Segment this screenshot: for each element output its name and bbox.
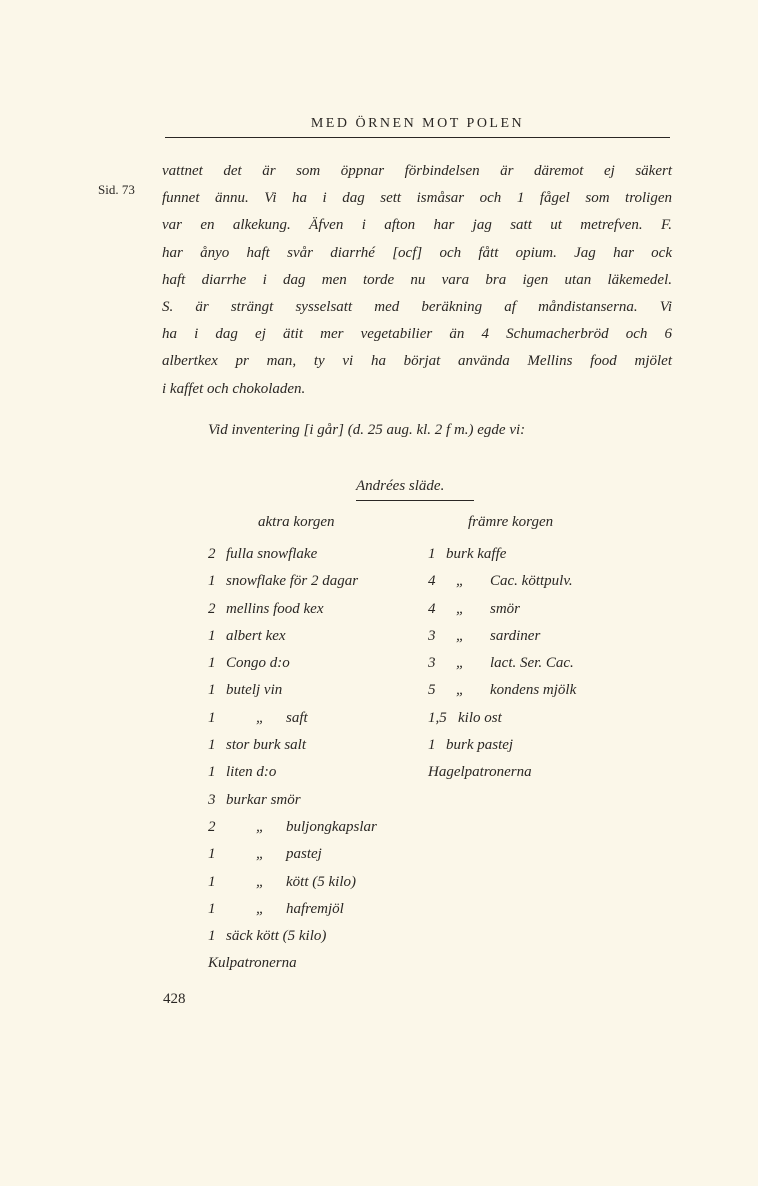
item-text: Kulpatronerna [208,955,297,972]
ditto-mark: „ [256,818,265,835]
body-line: vattnet det är som öppnar förbindelsen är däremot ej säkert [162,163,672,179]
item-count: 1 [208,709,216,726]
item-text: kondens mjölk [490,682,577,699]
item-count: 3 [428,655,436,672]
item-text: butelj vin [226,682,283,699]
item-text: Cac. köttpulv. [490,573,573,590]
ditto-mark: „ [256,873,265,890]
item-count: 1 [208,846,216,863]
item-count: 2 [208,546,216,562]
header-rule [165,137,670,138]
item-text: Hagelpatronerna [428,764,532,781]
item-text: kilo ost [458,709,502,726]
item-count: 1 [208,655,216,672]
sledge-title-underline [356,500,474,501]
item-text: snowflake för 2 dagar [226,573,359,590]
item-text: sardiner [490,627,541,644]
body-line: har ånyo haft svår diarrhé [ocf] och fått opium. Jag har ock [162,244,672,261]
ditto-mark: „ [256,900,265,917]
item-count: 3 [208,791,216,808]
body-line: haft diarrhe i dag men torde nu vara bra igen utan läkemedel. [162,271,672,288]
ditto-mark: „ [256,846,265,863]
item-count: 2 [208,600,216,617]
margin-note: Sid. 73 [98,182,135,197]
item-count: 1 [208,928,216,945]
ditto-mark: „ [456,600,465,617]
item-count: 1 [428,737,436,754]
item-text: stor burk salt [226,737,307,754]
inventory-intro: Vid inventering [i går] (d. 25 aug. kl. 2 f m.) egde vi: [208,422,526,438]
ditto-mark: „ [456,573,465,590]
item-text: liten d:o [226,764,277,781]
body-line: var en alkekung. Äfven i afton har jag satt ut metrefven. F. [162,217,672,234]
body-line: funnet ännu. Vi ha i dag sett ismåsar och 1 fågel som troligen [162,190,672,207]
item-count: 1 [208,900,216,917]
body-line: ha i dag ej ätit mer vegetabilier än 4 Schumacherbröd och 6 [162,326,672,343]
item-text: säck kött (5 kilo) [226,928,327,945]
running-title: MED ÖRNEN MOT POLEN [310,116,525,131]
item-text: albert kex [226,627,286,644]
item-count: 1 [208,873,216,890]
item-text: mellins food kex [226,600,324,617]
right-column-heading: främre korgen [468,514,554,530]
sledge-title: Andrées släde. [356,478,445,494]
item-count: 5 [428,682,436,699]
item-count: 2 [208,818,216,835]
item-text: pastej [286,846,322,863]
item-count: 4 [428,573,436,590]
body-line: i kaffet och chokoladen. [162,380,306,397]
item-count: 1 [208,573,216,590]
body-line: albertkex pr man, ty vi ha börjat använda Mellins food mjölet [162,353,672,370]
item-count: 1 [208,764,216,781]
item-count: 3 [428,627,436,644]
item-text: hafremjöl [286,900,344,917]
ditto-mark: „ [456,627,465,644]
item-text: lact. Ser. Cac. [490,655,574,672]
item-text: smör [490,600,521,617]
item-count: 1 [208,627,216,644]
item-count: 1 [208,737,216,754]
item-count: 1 [208,682,216,699]
item-count: 1,5 [428,709,447,726]
ditto-mark: „ [456,655,465,672]
left-column-heading: aktra korgen [258,514,335,530]
ditto-mark: „ [456,682,465,699]
item-text: burk kaffe [446,546,507,562]
item-text: burk pastej [446,737,514,754]
page-number: 428 [163,991,186,1007]
item-count: 4 [428,600,436,617]
body-line: S. är strängt sysselsatt med beräkning af måndistanserna. Vi [162,298,672,315]
item-text: saft [286,709,308,726]
item-text: burkar smör [226,791,301,808]
item-text: buljongkapslar [286,818,377,835]
ditto-mark: „ [256,709,265,726]
item-text: kött (5 kilo) [286,873,356,890]
item-text: Congo d:o [226,655,290,672]
body-paragraph [162,158,672,403]
item-count: 1 [428,546,436,562]
item-text: fulla snowflake [226,546,318,562]
